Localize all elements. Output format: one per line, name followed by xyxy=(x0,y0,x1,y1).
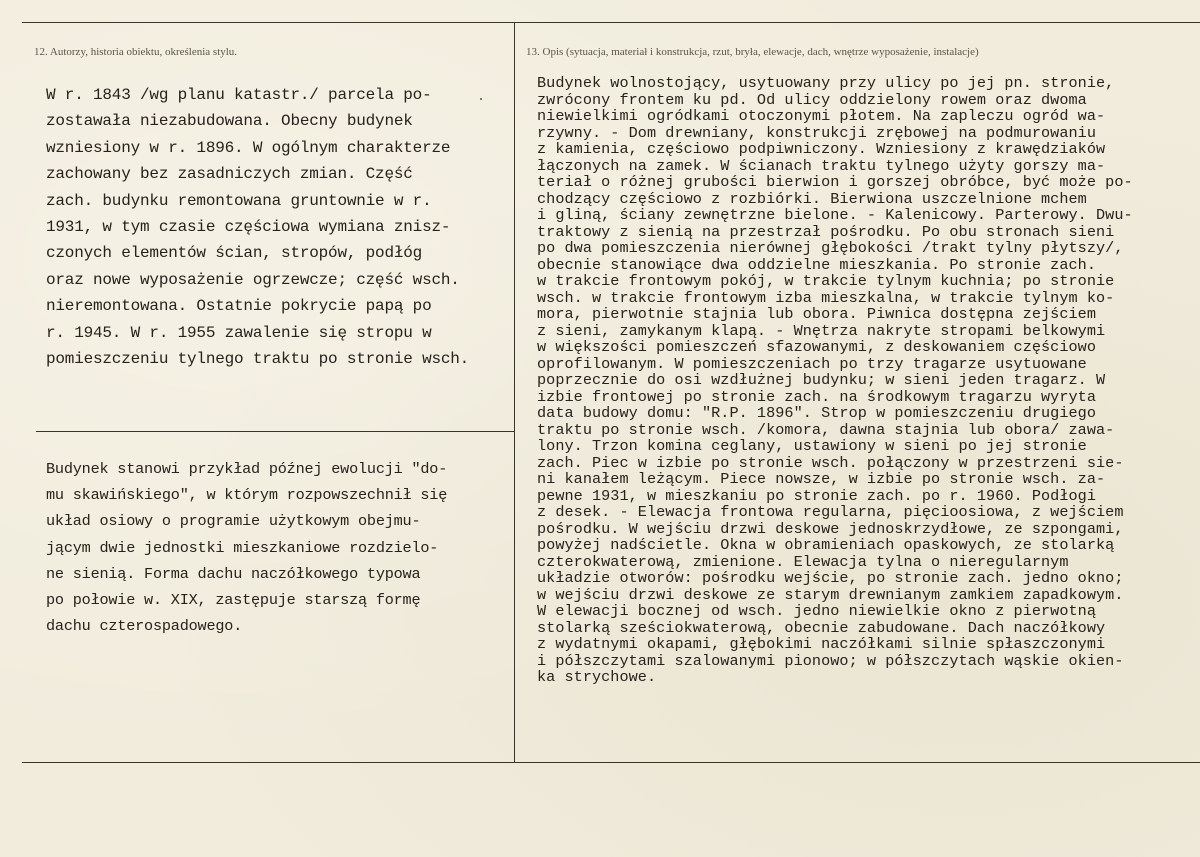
style-line: mu skawińskiego", w którym rozpowszechnił się xyxy=(46,486,448,505)
description-line: z sieni, zamykanym klapą. - Wnętrza nakryte stropami belkowymi xyxy=(537,321,1106,340)
description-line: obecnie stanowiące dwa oddzielne mieszkania. Po stronie zach. xyxy=(537,255,1097,274)
description-line: teriał o różnej grubości bierwion i gorszej obróbce, być może po- xyxy=(537,173,1133,191)
column-divider xyxy=(514,22,515,762)
description-line: po dwa pomieszczenia nierównej głębokości /trakt tylny płytszy/, xyxy=(537,239,1124,257)
history-line: 1931, w tym czasie częściowa wymiana znisz- xyxy=(46,218,451,237)
ink-dot xyxy=(480,98,482,100)
history-line: oraz nowe wyposażenie ogrzewcze; część wsch. xyxy=(46,270,460,289)
description-line: wsch. w trakcie frontowym izba mieszkalna, w trakcie tylnym ko- xyxy=(537,288,1115,307)
description-line: chodzący częściowo z rozbiórki. Bierwiona uszczelnione mchem xyxy=(537,189,1087,208)
bottom-rule xyxy=(22,762,1200,763)
description-line: w trakcie frontowym pokój, w trakcie tylnym kuchnia; po stronie xyxy=(537,272,1115,290)
description-line: zwrócony frontem ku pd. Od ulicy oddzielony rowem oraz dwoma xyxy=(537,90,1087,109)
description-line: i półszczytami szalowanymi pionowo; w półszczytach wąskie okien- xyxy=(537,651,1124,670)
description-line: Budynek wolnostojący, usytuowany przy ulicy po jej pn. stronie, xyxy=(537,74,1115,92)
description-line: pewne 1931, w mieszkaniu po stronie zach. po r. 1960. Podłogi xyxy=(537,486,1097,505)
description-line: powyżej nadścietle. Okna w obramieniach opaskowych, ze stolarką xyxy=(537,536,1115,554)
history-line: zostawała niezabudowana. Obecny budynek xyxy=(46,112,413,131)
style-text xyxy=(46,456,447,639)
description-line: traktowy z sienią na przestrzał pośrodku. Po obu stronach sieni xyxy=(537,222,1115,241)
description-line: w wejściu drzwi deskowe ze starym drewnianym zamkiem zapadkowym. xyxy=(537,585,1124,604)
section-12-header: 12. Autorzy, historia obiektu, określenia stylu. xyxy=(34,46,238,58)
description-text xyxy=(537,75,1133,686)
style-line: ne sienią. Forma dachu naczółkowego typowa xyxy=(46,564,421,583)
description-line: i gliną, ściany zewnętrzne bielone. - Kalenicowy. Parterowy. Dwu- xyxy=(537,206,1133,224)
description-line: ni kanałem leżącym. Piece nowsze, w izbie po stronie wsch. za- xyxy=(537,470,1106,488)
description-line: z kamienia, częściowo podpiwniczony. Wzniesiony z krawędziaków xyxy=(537,140,1106,158)
description-line: niewielkimi ogródkami otoczonymi płotem. Na zapleczu ogród wa- xyxy=(537,107,1106,125)
description-line: czterokwaterową, zmienione. Elewacja tylna o nieregularnym xyxy=(537,552,1069,571)
description-line: rzywny. - Dom drewniany, konstrukcji zrębowej na podmurowaniu xyxy=(537,123,1097,142)
history-text xyxy=(46,82,469,372)
description-line: poprzecznie do osi wzdłużnej budynku; w sieni jeden tragarz. W xyxy=(537,371,1106,389)
description-line: z desek. - Elewacja frontowa regularna, pięcioosiowa, z wejściem xyxy=(537,503,1124,521)
history-line: W r. 1843 /wg planu katastr./ parcela po- xyxy=(46,86,432,104)
description-line: stolarką sześciokwaterową, obecnie zabudowane. Dach naczółkowy xyxy=(537,618,1106,637)
description-line: pośrodku. W wejściu drzwi deskowe jednoskrzydłowe, ze szpongami, xyxy=(537,519,1124,538)
style-line: układ osiowy o programie użytkowym obejmu- xyxy=(46,512,421,531)
history-line: r. 1945. W r. 1955 zawalenie się stropu w xyxy=(46,323,432,342)
top-rule xyxy=(22,22,1200,23)
description-line: mora, pierwotnie stajnia lub obora. Piwnica dostępna zejściem xyxy=(537,305,1097,323)
description-line: lony. Trzon komina ceglany, ustawiony w sieni po jej stronie xyxy=(537,437,1087,455)
style-line: jącym dwie jednostki mieszkaniowe rozdzielo- xyxy=(46,538,439,557)
description-line: łączonych na zamek. W ścianach traktu tylnego użyty gorszy ma- xyxy=(537,156,1106,175)
description-line: w większości pomieszczeń sfazowanymi, z deskowaniem częściowo xyxy=(537,338,1097,356)
left-section-divider xyxy=(36,431,514,432)
description-line: data budowy domu: "R.P. 1896". Strop w pomieszczeniu drugiego xyxy=(537,404,1097,422)
description-line: z wydatnymi okapami, głębokimi naczółkami silnie spłaszczonymi xyxy=(537,635,1106,653)
history-line: nieremontowana. Ostatnie pokrycie papą po xyxy=(46,297,432,316)
description-line: traktu po stronie wsch. /komora, dawna stajnia lub obora/ zawa- xyxy=(537,420,1115,439)
history-line: czonych elementów ścian, stropów, podłóg xyxy=(46,244,423,263)
description-line: ka strychowe. xyxy=(537,668,657,686)
description-line: izbie frontowej po stronie zach. na środkowym tragarzu wyryta xyxy=(537,387,1097,406)
history-line: zach. budynku remontowana gruntownie w r. xyxy=(46,191,432,210)
history-line: wzniesiony w r. 1896. W ogólnym charakterze xyxy=(46,138,451,157)
description-line: układzie otworów: pośrodku wejście, po stronie zach. jedno okno; xyxy=(537,569,1124,587)
description-line: oprofilowanym. W pomieszczeniach po trzy tragarze usytuowane xyxy=(537,354,1087,373)
history-line: zachowany bez zasadniczych zmian. Część xyxy=(46,165,413,184)
style-line: Budynek stanowi przykład późnej ewolucji "do- xyxy=(46,460,448,478)
description-line: zach. Piec w izbie po stronie wsch. połączony w przestrzeni sie- xyxy=(537,453,1124,472)
style-line: po połowie w. XIX, zastępuje starszą formę xyxy=(46,591,421,610)
history-line: pomieszczeniu tylnego traktu po stronie wsch. xyxy=(46,350,470,369)
style-line: dachu czterospadowego. xyxy=(46,617,243,636)
section-13-header: 13. Opis (sytuacja, materiał i konstrukcja, rzut, bryła, elewacje, dach, wnętrze wyposażenie, instalacje) xyxy=(526,46,979,58)
description-line: W elewacji bocznej od wsch. jedno niewielkie okno z pierwotną xyxy=(537,602,1097,620)
